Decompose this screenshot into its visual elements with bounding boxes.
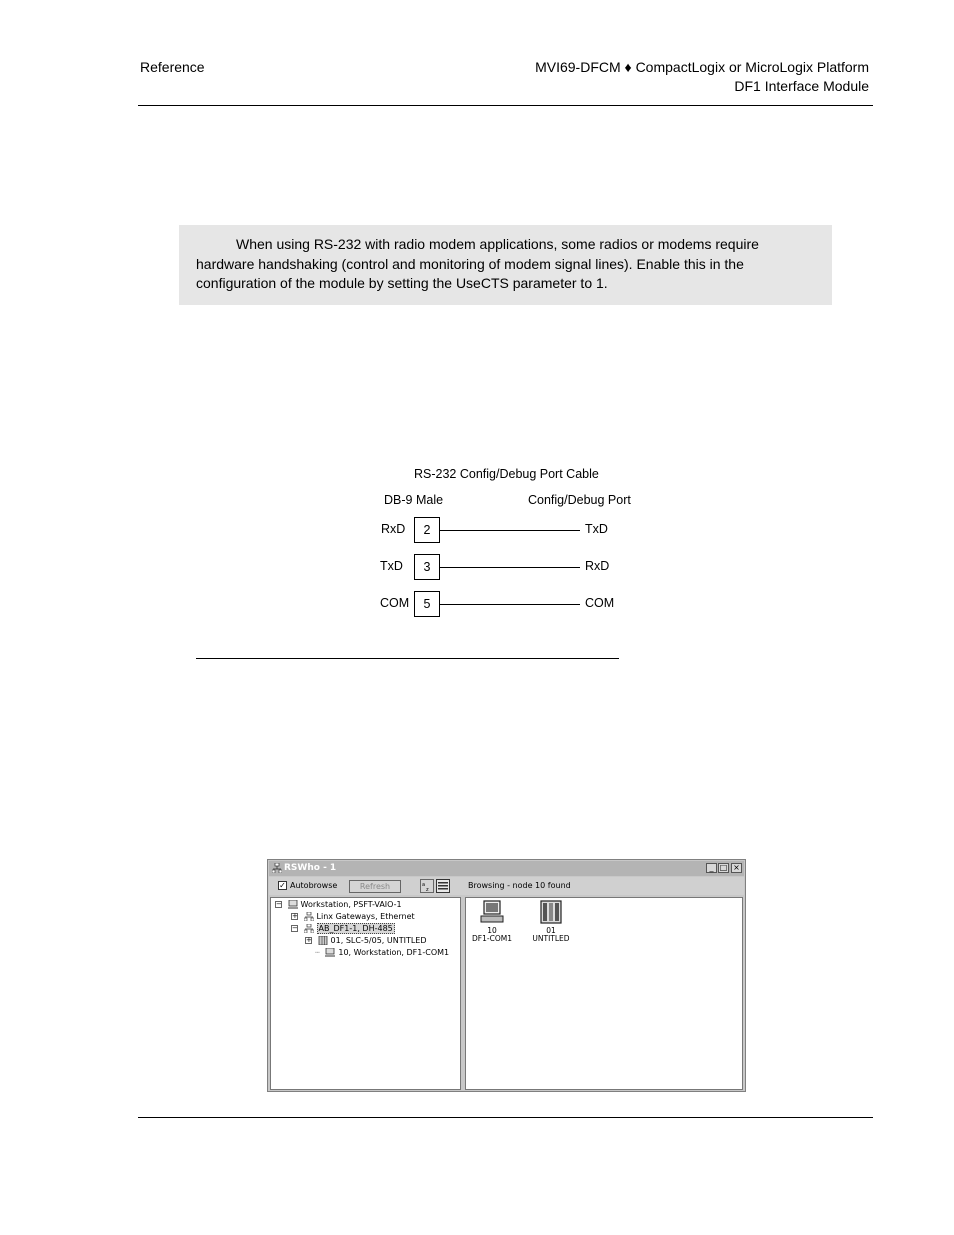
- header-rule: [138, 105, 873, 106]
- tree-pane[interactable]: [270, 897, 461, 1090]
- rswho-window: [267, 859, 746, 1092]
- left-signal-3: COM: [380, 596, 410, 610]
- tree-label: 10, Workstation, DF1-COM1: [338, 948, 450, 957]
- wire-1: [440, 530, 580, 531]
- diagram-right-header: Config/Debug Port: [528, 493, 631, 507]
- footer-rule: [138, 1117, 873, 1118]
- note-box: [179, 225, 832, 305]
- autobrowse-label: Autobrowse: [290, 881, 338, 890]
- browse-status: Browsing - node 10 found: [468, 881, 571, 890]
- network-icon: [304, 912, 314, 921]
- right-signal-1: TxD: [585, 522, 608, 536]
- minimize-icon: _: [709, 863, 714, 872]
- expand-icon[interactable]: +: [292, 912, 298, 920]
- pin-box-2: 3: [414, 554, 440, 580]
- tree-label: AB_DF1-1, DH-485: [318, 924, 393, 933]
- diagram-left-header: DB-9 Male: [384, 493, 444, 507]
- right-signal-2: RxD: [585, 559, 610, 573]
- pin-box-3: 5: [414, 591, 440, 617]
- close-button[interactable]: [731, 863, 742, 873]
- pin-box-1: 2: [414, 517, 440, 543]
- tree-item-linx-gateways[interactable]: [291, 912, 415, 922]
- sort-icon[interactable]: [420, 879, 434, 893]
- tree-label: 01, SLC-5/05, UNTITLED: [330, 936, 427, 945]
- wire-3: [440, 604, 580, 605]
- details-view-icon[interactable]: [436, 879, 450, 893]
- note-text: When using RS-232 with radio modem applications, some radios or modems require hardware handshaking (control and monitoring of modem signal lines). Enable this in the configuration of the module by setting the UseCTS parameter to 1.: [196, 236, 759, 291]
- autobrowse-checkbox[interactable]: ✓: [279, 881, 286, 890]
- right-signal-3: COM: [585, 596, 615, 610]
- node-line1: 01: [546, 925, 556, 935]
- diagram-title: RS-232 Config/Debug Port Cable: [414, 467, 599, 481]
- maximize-button[interactable]: [718, 863, 729, 873]
- header-product-line2: DF1 Interface Module: [734, 78, 869, 94]
- rswho-title: RSWho - 1: [284, 863, 337, 873]
- tree-item-workstation-df1[interactable]: [315, 948, 449, 958]
- expand-icon[interactable]: +: [306, 936, 312, 944]
- workstation-icon: [325, 948, 335, 957]
- wire-2: [440, 567, 580, 568]
- rswho-titlebar[interactable]: [269, 861, 744, 876]
- section-rule: [196, 658, 619, 659]
- svg-text:z: z: [426, 887, 429, 892]
- workstation-icon: [480, 900, 504, 924]
- tree-label: Linx Gateways, Ethernet: [316, 912, 415, 921]
- minimize-button[interactable]: [706, 863, 717, 873]
- refresh-button[interactable]: Refresh: [349, 880, 401, 893]
- tree-item-workstation[interactable]: [275, 900, 402, 910]
- left-signal-1: RxD: [381, 522, 406, 536]
- header-section: Reference: [140, 59, 205, 75]
- left-signal-2: TxD: [380, 559, 403, 573]
- collapse-icon[interactable]: −: [276, 900, 282, 908]
- close-icon: ×: [733, 863, 740, 872]
- device-node-slc[interactable]: [528, 900, 574, 944]
- node-line2: UNTITLED: [532, 934, 570, 943]
- maximize-icon: □: [719, 863, 728, 872]
- tree-label: Workstation, PSFT-VAIO-1: [300, 900, 402, 909]
- collapse-icon[interactable]: −: [292, 924, 298, 932]
- node-line1: 10: [487, 925, 497, 935]
- tree-item-ab-df1[interactable]: [291, 924, 395, 934]
- header-product-line1: MVI69-DFCM ♦ CompactLogix or MicroLogix Platform: [535, 59, 869, 75]
- tree-connector-icon: ┄: [315, 948, 320, 957]
- plc-icon: [318, 936, 328, 945]
- network-icon: [272, 863, 282, 873]
- node-line2: DF1-COM1: [472, 934, 512, 943]
- plc-icon: [539, 900, 563, 924]
- rswho-toolbar: [269, 877, 744, 895]
- workstation-icon: [288, 900, 298, 909]
- device-node-workstation[interactable]: [469, 900, 515, 944]
- tree-item-slc[interactable]: [305, 936, 427, 946]
- device-pane[interactable]: [465, 897, 743, 1090]
- svg-text:a: a: [422, 882, 426, 888]
- network-icon: [304, 924, 314, 933]
